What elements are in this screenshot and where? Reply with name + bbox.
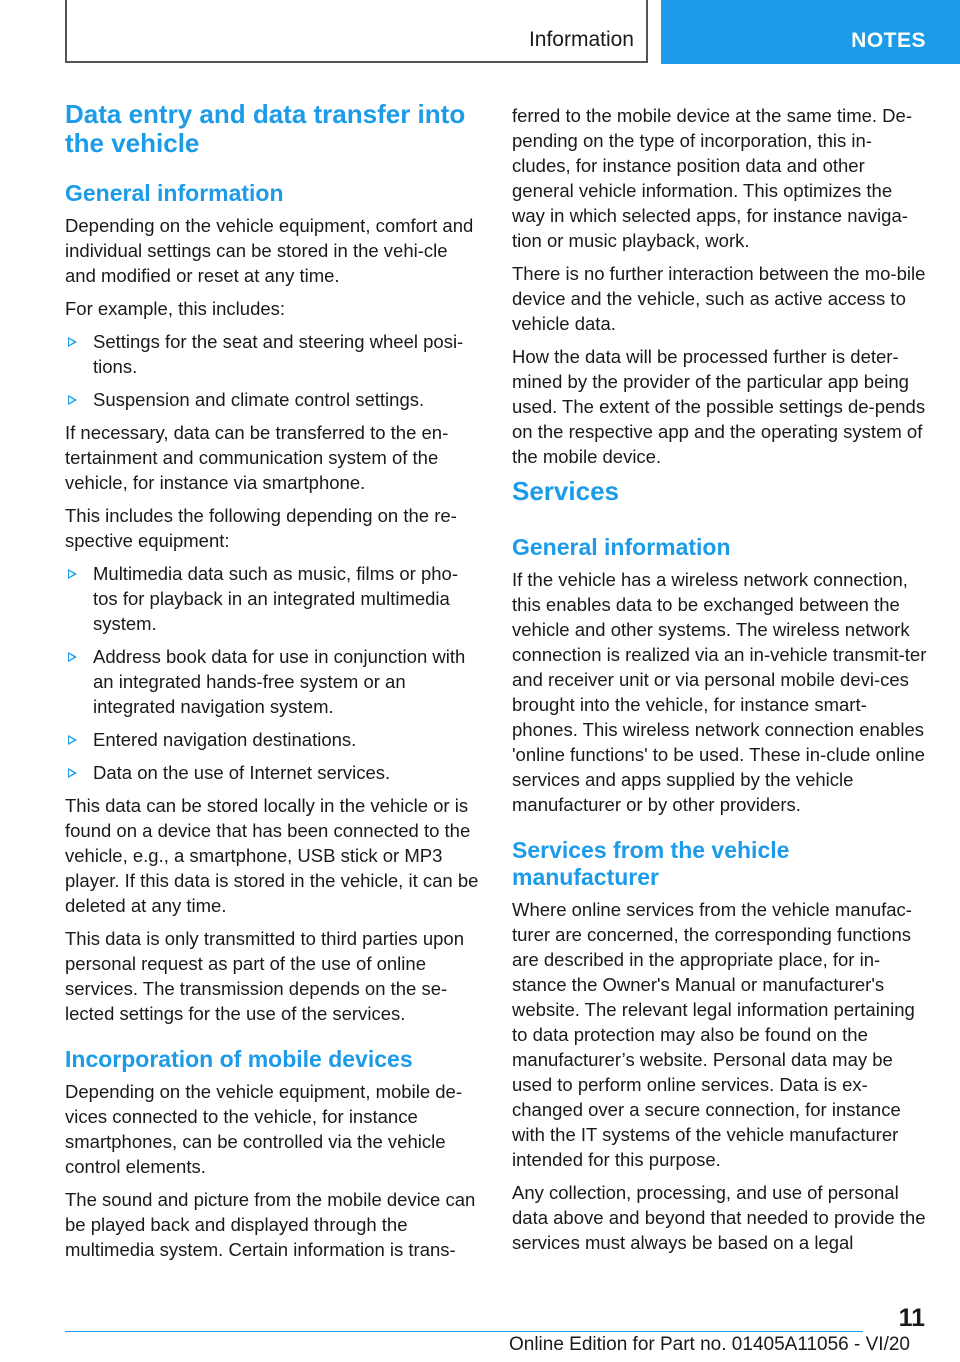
list-item: Data on the use of Internet services. xyxy=(65,760,481,785)
paragraph: Depending on the vehicle equipment, mobile de‐vices connected to the vehicle, for instance smartphones, can be controlled via the vehicle control elements. xyxy=(65,1081,462,1177)
section-title-data-entry: Data entry and data transfer into the vehicle xyxy=(65,99,466,158)
triangle-bullet-icon xyxy=(68,569,77,579)
paragraph: For example, this includes: xyxy=(65,298,286,319)
header-frame xyxy=(65,0,648,63)
paragraph: If necessary, data can be transferred to the en‐tertainment and communication system of the vehicle, for instance via smartphone. xyxy=(65,422,449,493)
subheading-general-information: General information xyxy=(512,534,731,560)
list-item: Suspension and climate control settings. xyxy=(65,387,481,412)
subheading-general-information: General information xyxy=(65,180,284,206)
right-column xyxy=(512,103,930,1263)
triangle-bullet-icon xyxy=(68,652,77,662)
paragraph: This data is only transmitted to third parties upon personal request as part of the use of online services. The transmission depends on the se‐lected settings for the use of the services. xyxy=(65,928,464,1024)
list-item: Multimedia data such as music, films or pho‐tos for playback in an integrated multimedia system. xyxy=(65,561,481,636)
section-title-services: Services xyxy=(512,476,619,506)
paragraph: Any collection, processing, and use of personal data above and beyond that needed to provide the services must always be based on a legal xyxy=(512,1182,926,1253)
list-item: Entered navigation destinations. xyxy=(65,727,481,752)
paragraph: There is no further interaction between the mo‐bile device and the vehicle, such as active access to vehicle data. xyxy=(512,263,926,334)
paragraph: The sound and picture from the mobile device can be played back and displayed through the multimedia system. Certain information is trans‐ xyxy=(65,1189,476,1260)
footer-edition: Online Edition for Part no. 01405A11056 - VI/20 xyxy=(508,1334,910,1355)
paragraph: Depending on the vehicle equipment, comfort and individual settings can be stored in the vehi‐cle and modified or reset at any time. xyxy=(65,215,474,286)
paragraph: Where online services from the vehicle manufac‐turer are concerned, the corresponding functions are described in the appropriate place, for in‐stance the Owner's Manual or manufacturer's website. The relevant legal information pertaining to data protection may also be found on the manufacturer’s website. Personal data may be used to perform online services. Data is ex‐changed over a secure connection, for instance with the IT systems of the vehicle manufacturer intended for this purpose. xyxy=(512,899,915,1170)
page-number: 11 xyxy=(898,1304,925,1332)
paragraph: How the data will be processed further is deter‐mined by the provider of the particular app being used. The extent of the possible settings de‐pends on the respective app and the operating system of the mobile device. xyxy=(512,346,926,467)
list-item: Settings for the seat and steering wheel posi‐tions. xyxy=(65,329,481,379)
header-section-label: Information xyxy=(528,28,634,51)
subheading-manufacturer-services: Services from the vehicle manufacturer xyxy=(512,837,790,890)
paragraph: ferred to the mobile device at the same time. De‐pending on the type of incorporation, this in‐cludes, for instance position data and other general vehicle information. This optimizes the way in which selected apps, for instance naviga‐tion or music playback, work. xyxy=(512,105,912,251)
triangle-bullet-icon xyxy=(68,337,77,347)
left-column xyxy=(65,100,481,1270)
footer-divider xyxy=(65,1331,863,1332)
header-tab-label: NOTES xyxy=(851,29,926,52)
triangle-bullet-icon xyxy=(68,768,77,778)
paragraph: This data can be stored locally in the vehicle or is found on a device that has been connected to the vehicle, e.g., a smartphone, USB stick or MP3 player. If this data is stored in the vehicle, it can be deleted at any time. xyxy=(65,795,479,916)
header-tab-notes xyxy=(661,0,960,64)
paragraph: This includes the following depending on the re‐spective equipment: xyxy=(65,505,457,551)
triangle-bullet-icon xyxy=(68,735,77,745)
bullet-list xyxy=(65,561,481,785)
triangle-bullet-icon xyxy=(68,395,77,405)
paragraph: If the vehicle has a wireless network connection, this enables data to be exchanged between the vehicle and other systems. The wireless network connection is realized via an in-vehicle transmit‐ter and receiver unit or via personal mobile devi‐ces brought into the vehicle, for instance smart‐phones. This wireless network connection enables 'online functions' to be used. These in‐clude online services and apps supplied by the vehicle manufacturer or by other providers. xyxy=(512,569,927,815)
subheading-mobile-devices: Incorporation of mobile devices xyxy=(65,1046,413,1072)
list-item: Address book data for use in conjunction with an integrated hands-free system or an integrated navigation system. xyxy=(65,644,481,719)
bullet-list xyxy=(65,329,481,412)
